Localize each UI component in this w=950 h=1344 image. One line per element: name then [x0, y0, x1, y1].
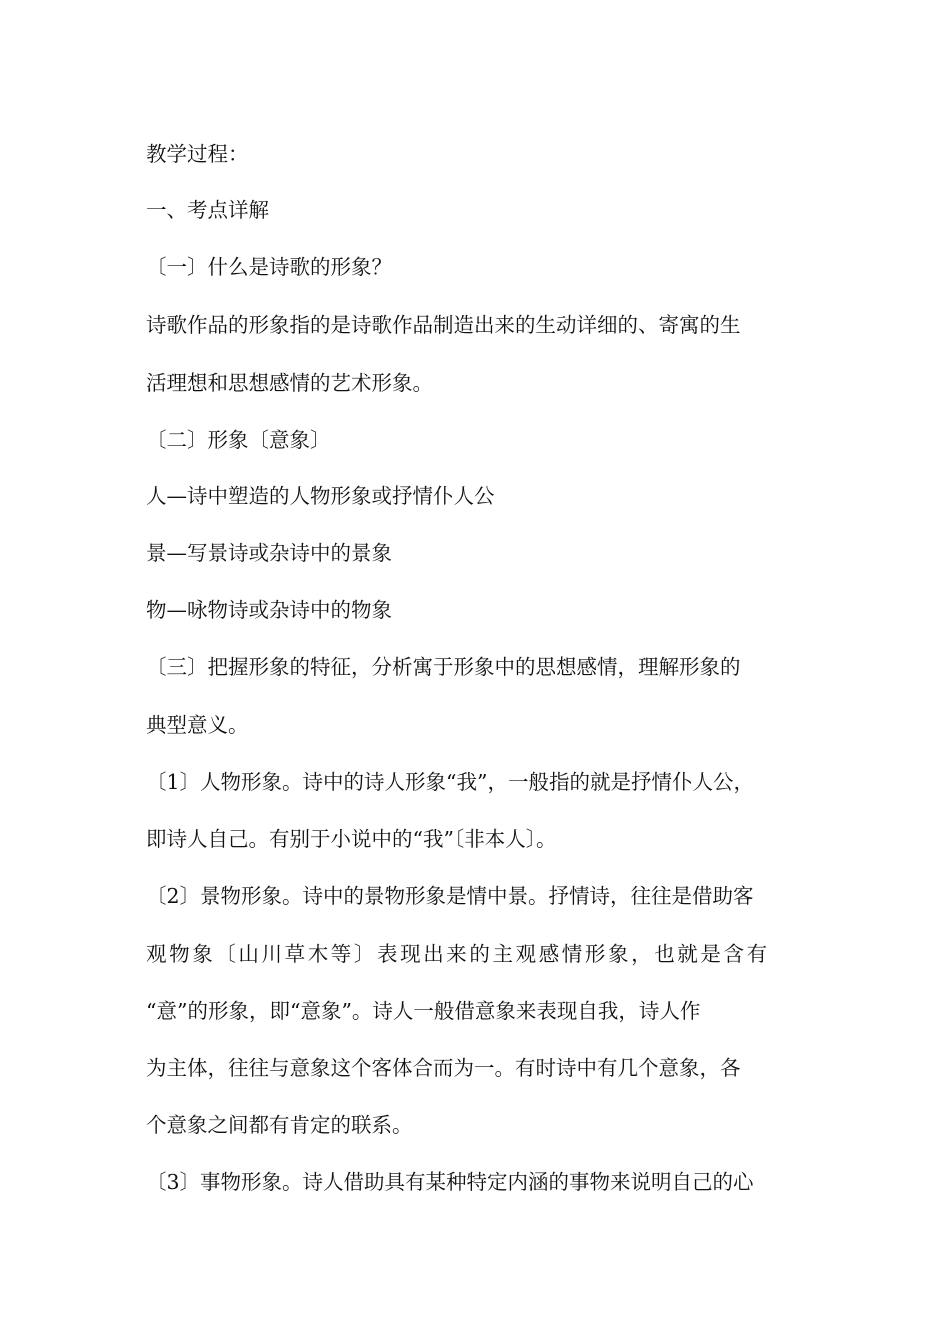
paragraph-line: “意”的形象，即“意象”。诗人一般借意象来表现自我，诗人作	[146, 999, 701, 1023]
paragraph-line: 〔3〕事物形象。诗人借助具有某种特定内涵的事物来说明自己的心	[146, 1170, 754, 1194]
subheading-3: 〔三〕把握形象的特征，分析寓于形象中的思想感情，理解形象的	[146, 655, 741, 679]
paragraph-line: 诗歌作品的形象指的是诗歌作品制造出来的生动详细的、寄寓的生	[146, 313, 741, 337]
list-item-object: 物—咏物诗或杂诗中的物象	[146, 598, 392, 622]
section-heading-1: 一、考点详解	[146, 198, 269, 222]
paragraph-line: 典型意义。	[146, 713, 249, 737]
paragraph-line: 活理想和思想感情的艺术形象。	[146, 371, 433, 395]
paragraph-line: 个意象之间都有肯定的联系。	[146, 1113, 413, 1137]
paragraph-line: 观物象〔山川草木等〕表现出来的主观感情形象，也就是含有	[146, 942, 770, 966]
paragraph-line: 即诗人自己。有别于小说中的“我”〔非本人〕。	[146, 827, 557, 851]
subheading-1: 〔一〕什么是诗歌的形象？	[146, 255, 392, 279]
subheading-2: 〔二〕形象〔意象〕	[146, 428, 331, 452]
paragraph-line: 〔2〕景物形象。诗中的景物形象是情中景。抒情诗，往往是借助客	[146, 884, 754, 908]
paragraph-line: 为主体，往往与意象这个客体合而为一。有时诗中有几个意象，各	[146, 1056, 741, 1080]
paragraph-line: 〔1〕人物形象。诗中的诗人形象“我”，一般指的就是抒情仆人公，	[146, 770, 755, 794]
list-item-scene: 景—写景诗或杂诗中的景象	[146, 541, 392, 565]
heading-teaching-process: 教学过程：	[146, 142, 249, 166]
list-item-person: 人—诗中塑造的人物形象或抒情仆人公	[146, 484, 495, 508]
